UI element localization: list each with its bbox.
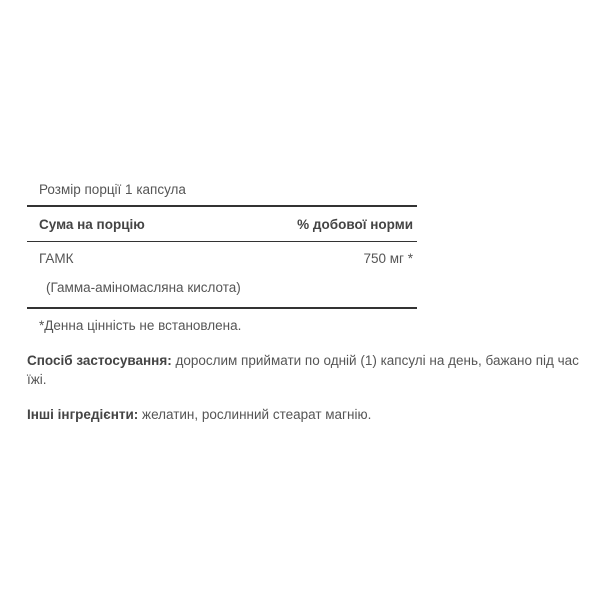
ingredient-subtitle: (Гамма-аміномасляна кислота) [46,280,241,295]
usage-label: Спосіб застосування: [27,353,172,368]
ingredient-amount: 750 мг * [363,251,413,266]
serving-size: Розмір порції 1 капсула [39,182,186,197]
table-header [27,207,417,241]
usage-paragraph [27,351,587,389]
amount-per-serving-header: Сума на порцію [39,217,145,232]
footnote: *Денна цінність не встановлена. [39,318,242,333]
usage-text: дорослим приймати по одній (1) капсулі на день, бажано під час їжі. [27,353,579,387]
ingredient-name: ГАМК [39,251,74,266]
daily-value-header: % добової норми [297,217,413,232]
ingredients-text: желатин, рослинний стеарат магнію. [138,407,372,422]
table-row [27,242,417,270]
supplement-facts-panel [27,176,417,333]
ingredients-paragraph [27,405,587,424]
ingredients-label: Інші інгредієнти: [27,407,139,422]
